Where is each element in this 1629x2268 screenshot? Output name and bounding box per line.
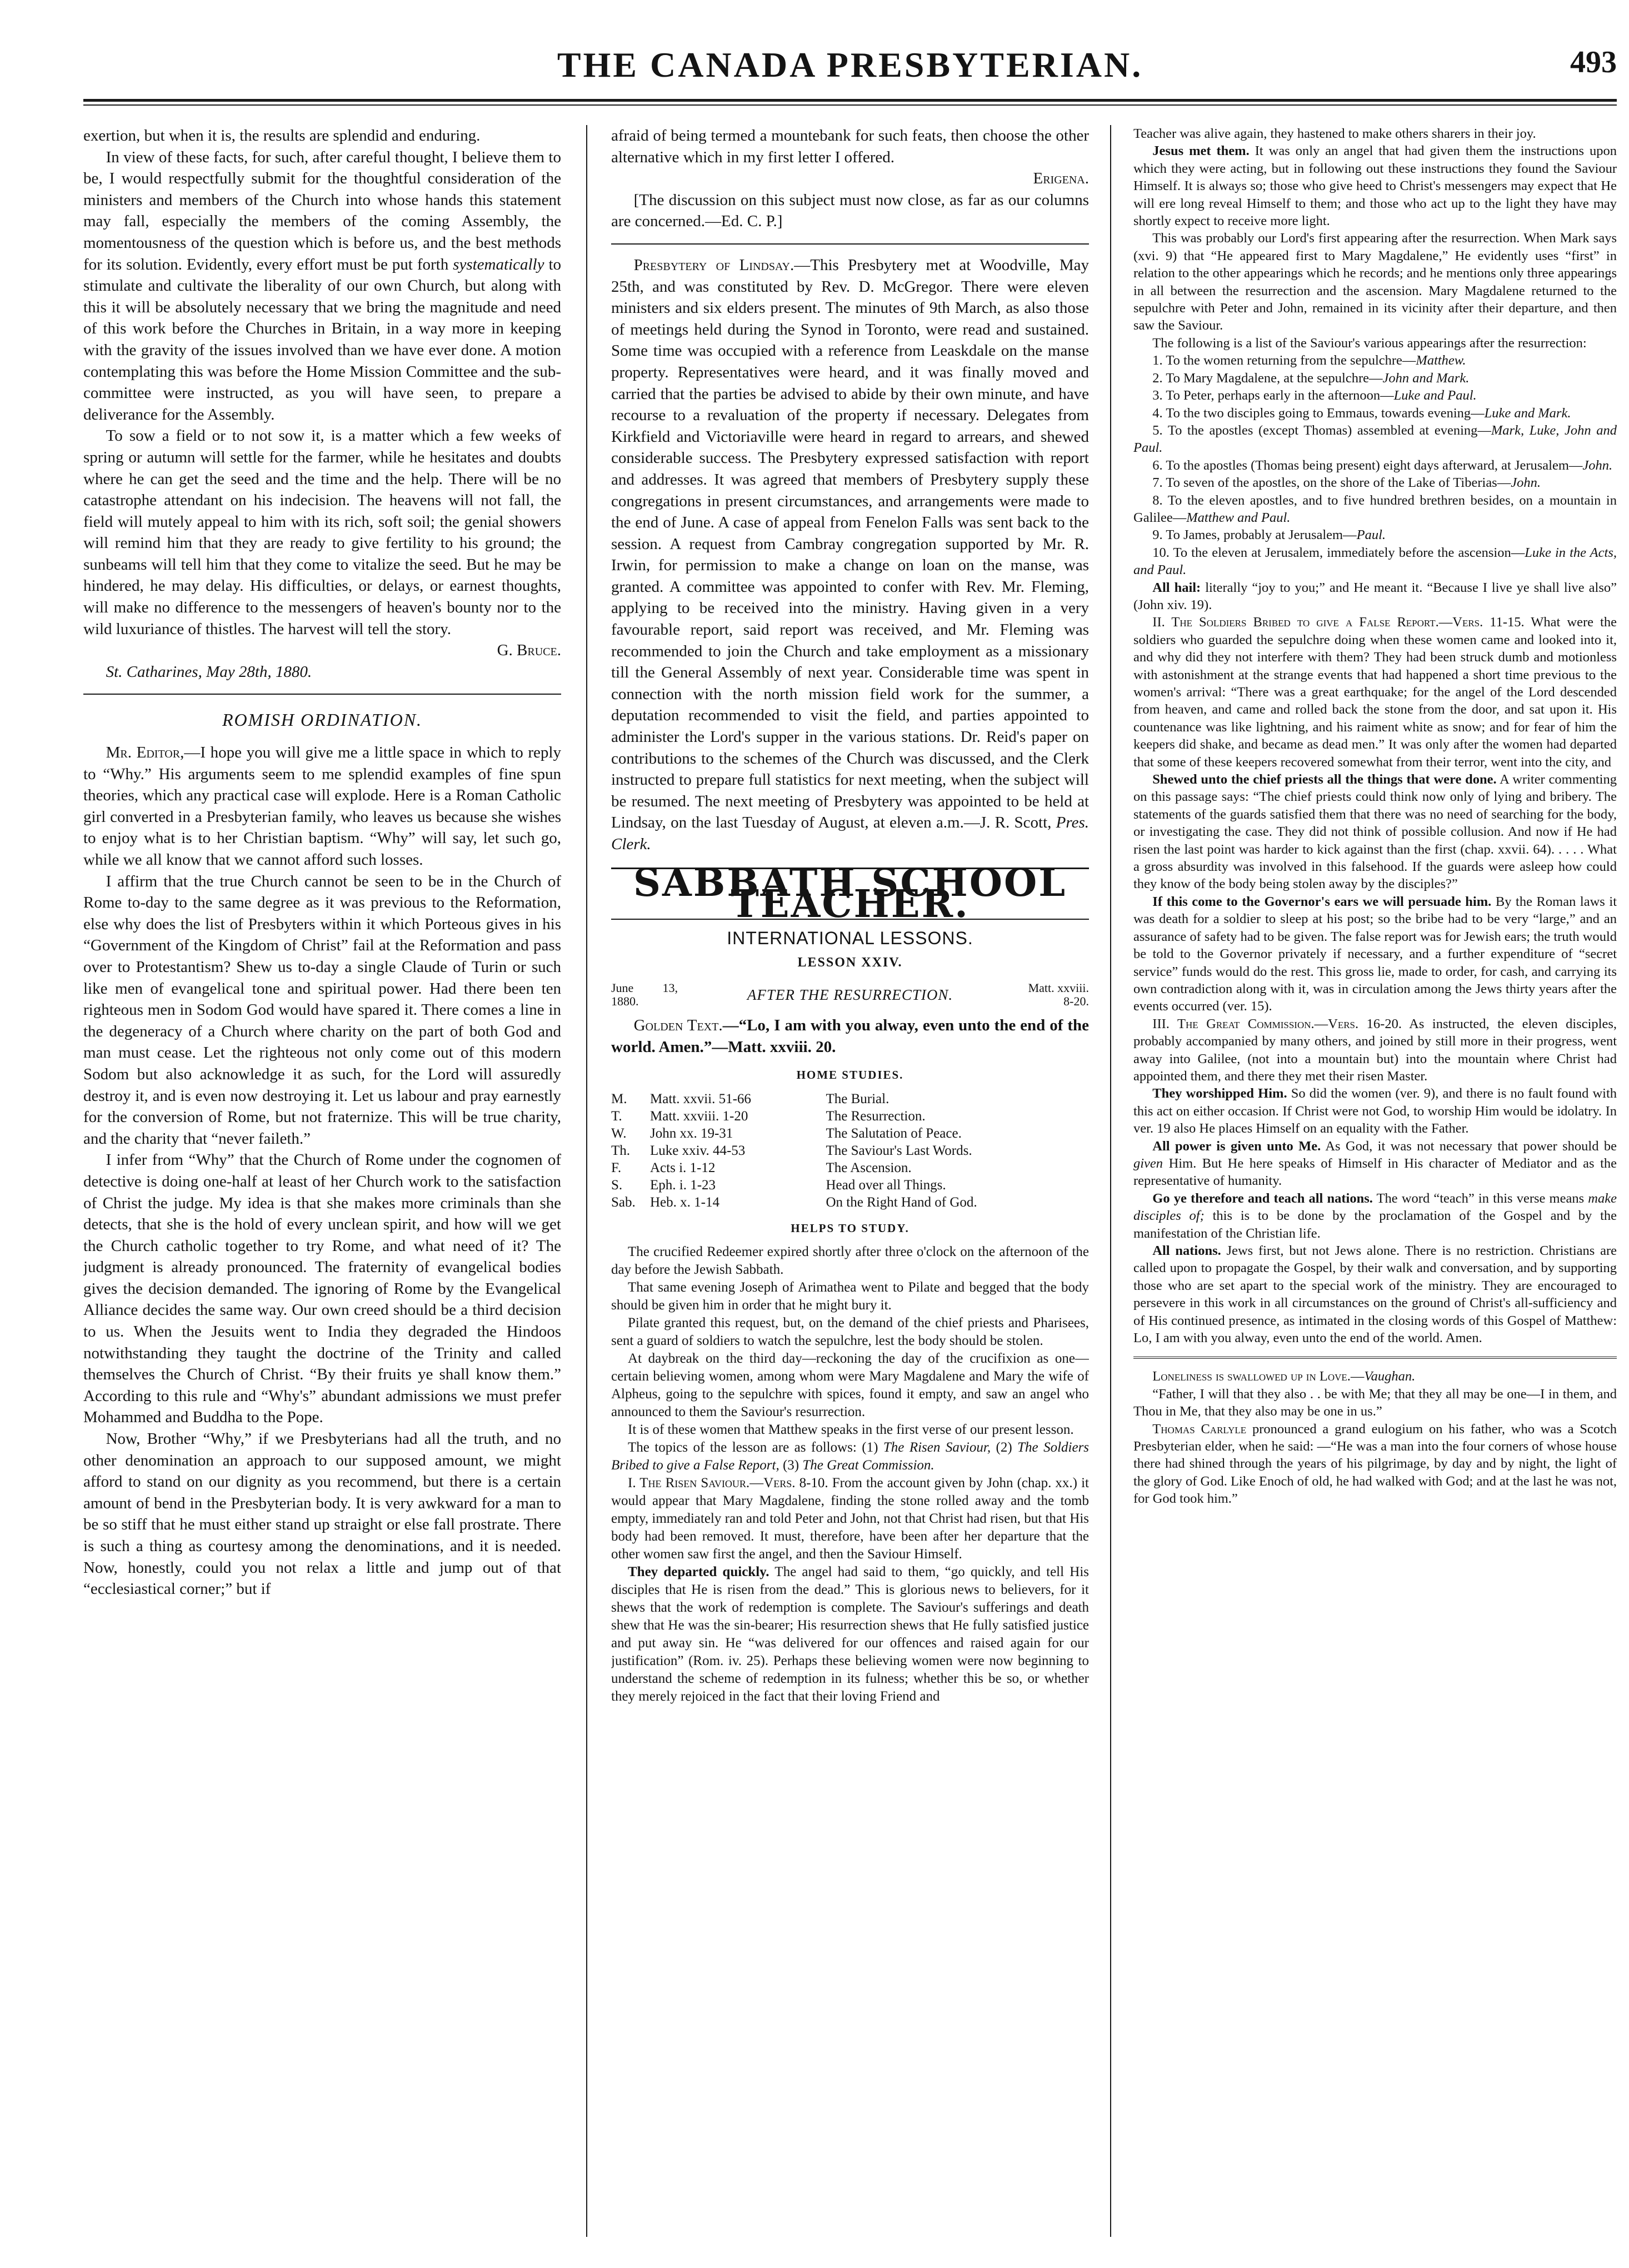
italic-run: The Great Commission. [802, 1458, 935, 1473]
day: Th. [611, 1143, 631, 1158]
item-number: 4. [1152, 405, 1163, 421]
section-subtitle: INTERNATIONAL LESSONS. [727, 928, 973, 948]
item-number: 6. [1152, 457, 1163, 473]
table-row [611, 1108, 1089, 1125]
lead-in: Jesus met them. [1152, 143, 1250, 159]
text-run: The word “teach” in this verse means [1376, 1190, 1585, 1206]
paragraph: I affirm that the true Church cannot be seen to be in the Church of Rome to-day to the same degree as it was previous to the Reformation, else why does the list of Presbyters within it which Porteous gives in his “Government of the Kingdom of Christ” fail at the Reformation and pass over to Protestantism? Shew us to-day a single Claude of Turin or such like men of evangelical tone and spiritual power. Had there been ten righteous men in Sodom God would have spared it. There comes a line in the degeneracy of a Church where charity on the part of both God and man must cease. Let the righteous not only come out of this modern Sodom but also acknowledge it as such, for the Lord will assuredly destroy it, and is even now destroying it. Let us labour and pray earnestly for the conversion of Rome, but not fraternize. This will be true charity, and the charity that “never faileth.” [83, 872, 561, 1148]
lesson-date: June 13, 1880. [611, 980, 678, 1008]
paragraph [1133, 771, 1617, 893]
text-run: As God, it was not necessary that power should be [1325, 1138, 1617, 1154]
paragraph [1133, 1420, 1617, 1508]
item-source: Luke in the Acts, and Paul. [1133, 545, 1617, 578]
list-item [1133, 370, 1617, 387]
paragraph: Teacher was alive again, they hastened to make others sharers in their joy. [1133, 126, 1536, 141]
lesson-title: AFTER THE RESURRECTION. [747, 986, 953, 1003]
list-item [1133, 474, 1617, 491]
text-run: Jews first, but not Jews alone. There is no restriction. Christians are called upon to propagate the Gospel, by their walk and conversation, and by supporting those who are set apart to the special work of the ministry. They are encouraged to persevere in this work in all circumstances on the ground of Christ's all-sufficiency and of His continued presence, as intimated in the closing words of this Gospel of Matthew: Lo, I am with you alway, even unto the end of the world. Amen. [1133, 1243, 1617, 1346]
day: W. [611, 1125, 627, 1141]
italic-run: make disciples of; [1133, 1190, 1617, 1224]
item-source: John. [1511, 475, 1541, 491]
journal-title: THE CANADA PRESBYTERIAN. [557, 45, 1143, 84]
paragraph [1133, 1138, 1617, 1190]
lead-in: I. The Risen Saviour.—Vers. 8-10. [628, 1476, 828, 1491]
header-rule [83, 99, 1617, 102]
editor-note: [The discussion on this subject must now close, as far as our columns are concerned.—Ed. C. P.] [611, 191, 1089, 231]
item-number: 9. [1152, 527, 1163, 543]
paragraph [1133, 893, 1617, 1015]
paragraph [611, 255, 1089, 855]
home-studies-table [611, 1090, 1089, 1211]
paragraph [1133, 142, 1617, 230]
topic: On the Right Hand of God. [826, 1194, 977, 1210]
masthead [83, 22, 1617, 106]
column-1 [83, 125, 561, 2242]
day: T. [611, 1108, 622, 1124]
paragraph: It is of these women that Matthew speaks in the first verse of our present lesson. [628, 1422, 1074, 1438]
salutation: Mr. Editor, [106, 744, 184, 762]
item-source: Luke and Paul. [1393, 388, 1477, 403]
paragraph: exertion, but when it is, the results are splendid and enduring. [83, 127, 481, 144]
item-text: To Mary Magdalene, at the sepulchre— [1166, 370, 1383, 386]
paragraph: At daybreak on the third day—reckoning the day of the crucifixion as one—certain believing women, among whom were Mary Magdalene and Mary the wife of Alpheus, going to the sepulchre with spices, found it empty, and saw an angel who announced to them the Saviour's resurrection. [611, 1351, 1089, 1420]
text-run: So did the women (ver. 9), and there is no fault found with this act on either occasion. If Christ were not God, to worship Him would be idolatry. In ver. 19 also He places Himself on an equality with the Father. [1133, 1086, 1617, 1137]
signature: Pres. Clerk. [611, 814, 1089, 853]
subheading: HOME STUDIES. [796, 1068, 904, 1082]
lesson-number: LESSON XXIV. [797, 955, 903, 970]
paragraph [83, 742, 561, 871]
italic-run: The Soldiers Bribed to give a False Report, [611, 1440, 1089, 1473]
item-text: To the apostles (Thomas being present) eight days afterward, at Jerusalem— [1166, 457, 1583, 473]
paragraph [611, 1439, 1089, 1474]
topic: The Ascension. [826, 1160, 912, 1175]
lead-in: Presbytery of Lindsay. [633, 256, 794, 274]
list-item [1133, 387, 1617, 404]
divider [1133, 1357, 1617, 1359]
reference: Matt. xxviii. 1-20 [650, 1108, 748, 1124]
lead-in: All power is given unto Me. [1152, 1138, 1321, 1154]
lead-in: They worshipped Him. [1152, 1086, 1287, 1101]
topic: Head over all Things. [826, 1177, 946, 1193]
text-run: to stimulate and cultivate the liberality of our own Church, but along with this it will be absolutely necessary that we bring the magnitude and need of this work before the Churches in Britain, in a way more in keeping with the gravity of the issues involved than we have ever done. A motion contemplating this was before the Home Mission Committee and the sub-committee were instructed, as you will have seen, to prepare a deliverance for the Assembly. [83, 255, 561, 423]
item-source: Mark, Luke, John and Paul. [1133, 422, 1617, 456]
section-banner [611, 860, 1089, 927]
item-number: 8. [1152, 492, 1163, 508]
text-run: In view of these facts, for such, after careful thought, I believe them to be, I would respectfully submit for the thoughtful consideration of the ministers and members of the Church into whose hands this statement may fall, especially the members of the coming Assembly, the momentousness of the question which is before us, and the best methods for its solution. Evidently, every effort must be put forth [83, 148, 561, 273]
item-text: To the apostles (except Thomas) assembled at evening— [1167, 422, 1491, 438]
topic: The Saviour's Last Words. [826, 1143, 972, 1158]
banner-title: SABBATH SCHOOL TEACHER. [633, 860, 1067, 927]
quotation: “Father, I will that they also . . be with Me; that they all may be one—I in them, and Thou in Me, that they also may be one in us.” [1133, 1386, 1617, 1419]
reference: Heb. x. 1-14 [650, 1194, 719, 1210]
text-run: —“Lo, I am with you alway, even unto the end of the world. Amen.”—Matt. xxviii. 20. [611, 1016, 1089, 1056]
paragraph [1133, 1190, 1617, 1242]
text-run: pronounced a grand eulogium on his father, who was a Scotch Presbyterian elder, when he said: —“He was a man into the four corners of whose house there had shined through the years of his pilgrimage, by day and by night, the light of the glory of God. Like Enoch of old, he had walked with God; and at the last he was not, for God took him.” [1133, 1421, 1617, 1507]
text-run: Loneliness is swallowed up in Love.— [1152, 1369, 1365, 1384]
item-number: 1. [1152, 353, 1163, 368]
column-rule-2 [1110, 125, 1111, 2237]
text-run: (3) [782, 1458, 799, 1473]
day: Sab. [611, 1194, 636, 1210]
paragraph [611, 1563, 1089, 1706]
item-source: John and Mark. [1382, 370, 1470, 386]
paragraph: The following is a list of the Saviour's various appearings after the resurrection: [1152, 335, 1587, 351]
reference: Eph. i. 1-23 [650, 1177, 716, 1193]
lead-in: All hail: [1152, 580, 1201, 595]
item-source: Matthew and Paul. [1186, 510, 1291, 525]
day: M. [611, 1091, 627, 1106]
paragraph [1133, 1242, 1617, 1347]
item-source: Luke and Mark. [1484, 405, 1571, 421]
page-number: 493 [1570, 45, 1617, 79]
list-item [1133, 492, 1617, 527]
reference: John xx. 19-31 [650, 1125, 733, 1141]
italic-run: The Risen Saviour, [883, 1440, 991, 1455]
item-text: To seven of the apostles, on the shore of the Lake of Tiberias— [1166, 475, 1511, 491]
table-row [611, 1194, 1089, 1211]
text-run: Him. But He here speaks of Himself in His character of Mediator and as the representative of humanity. [1133, 1155, 1617, 1189]
divider [611, 243, 1089, 245]
text-run: From the account given by John (chap. xx.) it would appear that Mary Magdalene, finding the stone rolled away and the tomb empty, immediately ran and told Peter and John, not that Christ had risen, but that His body had been removed. It must, therefore, have been after her departure that the other women saw first the angel, and then the Saviour Himself. [611, 1476, 1089, 1562]
signature: G. Bruce. [497, 641, 561, 660]
paragraph [1133, 579, 1617, 614]
lesson-reference: Matt. xxviii. 8-20. [1028, 980, 1089, 1008]
lead-in: All nations. [1152, 1243, 1221, 1258]
paragraph: That same evening Joseph of Arimathea went to Pilate and begged that the body should be given him in order that he might bury it. [611, 1280, 1089, 1313]
item-number: 7. [1152, 475, 1163, 491]
item-text: To the women returning from the sepulchre— [1166, 353, 1416, 368]
text-run: A writer commenting on this passage says: “The chief priests could think now only of lying and bribery. The statements of the guards satisfied them that there was no need of searching for the body, or investigating the case. They did not think of possible collusion. And now if He had risen the last point was harder to kick against than the first (chap. xxvii. 64). . . . . What a gross absurdity was involved in this falsehood. If the guards were asleep how could they know of the body being stolen away by the disciples?” [1133, 772, 1617, 892]
text-run: It was only an angel that had given them the instructions upon which they were acting, but in following out these instructions they found the Saviour Himself. It is always so; those who give heed to Christ's messengers may expect that He will ere long reveal Himself to them; and those who act up to the light they have may shortly expect to receive more light. [1133, 143, 1617, 229]
day: F. [611, 1160, 622, 1175]
table-row [611, 1125, 1089, 1142]
paragraph: To sow a field or to not sow it, is a matter which a few weeks of spring or autumn will settle for the farmer, while he hesitates and doubts where he can get the seed and the time and the help. There will be no catastrophe attendant on his indecision. The heavens will not fall, the field will mutely appeal to him with its rich, soft soil; the genial showers will remind him that they are ready to give fertility to his ground; the sunbeams will tell him that they come to vitalize the seed. But he may be hindered, he may delay. His difficulties, or delays, or earnest thoughts, will make no difference to the messengers of heaven's bounty nor to the wild luxuriance of thistles. The harvest will tell the story. [83, 427, 561, 638]
text-run: this is to be done by the proclamation of the Gospel and by the manifestation of the Christian life. [1133, 1208, 1617, 1241]
item-text: To James, probably at Jerusalem— [1166, 527, 1357, 543]
text-run: The topics of the lesson are as follows: (1) [628, 1440, 878, 1455]
lead-in: Golden Text. [633, 1016, 723, 1034]
paragraph: This was probably our Lord's first appearing after the resurrection. When Mark says (xvi. 9) that “He appeared first to Mary Magdalene,” He evidently uses “first” in relation to the other appearings which he records; and he mentions only three appearings in all between the resurrection and the ascension. Mary Magdalene returned to the sepulchre with Peter and John, remained in its vicinity after their departure, and then saw the Saviour. [1133, 231, 1617, 333]
text-run: (2) [996, 1440, 1012, 1455]
paragraph: The crucified Redeemer expired shortly after three o'clock on the afternoon of the day before the Jewish Sabbath. [611, 1244, 1089, 1278]
item-text: To the eleven apostles, and to five hundred brethren besides, on a mountain in Galilee— [1133, 492, 1617, 525]
paragraph [611, 1474, 1089, 1563]
list-item [1133, 526, 1617, 544]
divider [83, 694, 561, 695]
item-number: 3. [1152, 388, 1163, 403]
topic: The Burial. [826, 1091, 890, 1106]
column-3 [1133, 125, 1617, 2242]
item-text: To the two disciples going to Emmaus, towards evening— [1166, 405, 1485, 421]
item-text: To Peter, perhaps early in the afternoon— [1166, 388, 1394, 403]
quotation [1133, 1368, 1617, 1385]
item-source: Paul. [1356, 527, 1386, 543]
paragraph [83, 147, 561, 426]
paragraph [1133, 1015, 1617, 1085]
text-run: —This Presbytery met at Woodville, May 25th, and was constituted by Rev. D. McGregor. There were eleven ministers and six elders present. The minutes of 9th March, as also those of meetings held during the Synod in Toronto, were read and sustained. Some time was occupied with a reference from Leaskdale on the manse property. Representatives were heard, and it was finally moved and carried that the parties be advised to abide by their own minute, and have recourse to a revaluation of the property if necessary. Delegates from Kirkfield and Victoriaville were heard in regard to arrears, and shewed considerable success. The Presbytery expressed satisfaction with report and addresses. It was agreed that members of Presbytery supply these congregations in present circumstances, and arrangements were made to the end of June. A case of appeal from Fenelon Falls was sent back to the session. A request from Cambray congregation supported by Mr. R. Irwin, for permission to make a change on loan on the manse, was granted. A committee was appointed to confer with Rev. Mr. Fleming, applying to be received into the ministry. Having given in a very favourable report, said report was received, and Mr. Fleming was recommended to join the Church and take employment as a missionary till the General Assembly of next year. Considerable time was spent in connection with the north mission field work for the summer, a deputation recommended to visit the field, and parties appointed to administer the Lord's supper in the various stations. Dr. Reid's paper on contributions to the schemes of the Church was discussed, and the Clerk instructed to prepare full statistics for next meeting, when the subject will be resumed. The next meeting of Presbytery was appointed to be held at Lindsay, on the last Tuesday of August, at eleven a.m.—J. R. Scott, [611, 256, 1089, 832]
paragraph: afraid of being termed a mountebank for such feats, then choose the other alternative which in my first letter I offered. [611, 127, 1089, 166]
column-rule-1 [586, 125, 587, 2237]
table-row [611, 1177, 1089, 1194]
item-number: 5. [1152, 422, 1163, 438]
article-heading: ROMISH ORDINATION. [222, 710, 423, 730]
reference: Acts i. 1-12 [650, 1160, 716, 1175]
paragraph [1133, 614, 1617, 771]
paragraph: Now, Brother “Why,” if we Presbyterians had all the truth, and no other denomination an approach to our supposed amount, we might afford to stand on our dignity as you recommend, but there is a certain amount of bend in the Presbyterian body. It is very awkward for a man to be so stiff that he must either stand up straight or else fall prostrate. There is such a thing as courtesy among the denominations, and it is needed. Now, honestly, could you not relax a little and jump out of that “ecclesiastical corner;” but if [83, 1430, 561, 1598]
topic: The Salutation of Peace. [826, 1125, 962, 1141]
topic: The Resurrection. [826, 1108, 926, 1124]
item-text: To the eleven at Jerusalem, immediately before the ascension— [1173, 545, 1525, 560]
item-source: John. [1582, 457, 1613, 473]
lead-in: III. The Great Commission.—Vers. 16-20. [1152, 1016, 1402, 1031]
lead-in: II. The Soldiers Bribed to give a False Report.—Vers. 11-15. [1152, 615, 1525, 630]
text-run: —I hope you will give me a little space in which to reply to “Why.” His arguments seem to me splendid examples of fine spun theories, which any practical case will explode. Here is a Roman Catholic girl converted in a Presbyterian family, who leaves us because she wishes to enjoy what is to her Christian baptism. “Why” will say, let such go, while we all know that we cannot afford such losses. [83, 744, 561, 869]
newspaper-page [83, 22, 1617, 2256]
subheading: HELPS TO STUDY. [791, 1221, 910, 1235]
table-row [611, 1159, 1089, 1177]
text-run: The angel had said to them, “go quickly, and tell His disciples that He is risen from the dead.” This is glorious news to believers, for it shews that the work of redemption is complete. The Saviour's sufferings and death shew that He was the sin-bearer; His resurrection shews that He fully satisfied justice and put away sin. He “was delivered for our offences and raised again for our justification” (Rom. iv. 25). Perhaps these believing women were now beginning to understand the scheme of redemption in its fulness; whether this be so, or whether they merely rejoiced in the fact that their loving Friend and [611, 1564, 1089, 1704]
day: S. [611, 1177, 623, 1193]
header-rule-thin [83, 104, 1617, 106]
italic-run: given [1133, 1155, 1163, 1171]
lead-in: Thomas Carlyle [1152, 1421, 1247, 1437]
helps-to-study [611, 1243, 1089, 1706]
text-run: By the Roman laws it was death for a soldier to sleep at his post; so the bribe had to be very “large,” and an assurance of safety had to be given. The false report was for Jewish ears; the truth would be told to the Governor privately if necessary, and a further expenditure of “secret service” funds would do the rest. This gross lie, made to order, for cash, and carrying its own contradiction along with it, was in circulation among the Jews thirty years after the events occurred (ver. 15). [1133, 894, 1617, 1014]
item-source: Matthew. [1416, 353, 1466, 368]
list-item [1133, 544, 1617, 579]
lead-in: If this come to the Governor's ears we will persuade him. [1152, 894, 1492, 909]
quote-source: Vaughan. [1364, 1369, 1416, 1384]
list-item [1133, 457, 1617, 474]
item-number: 2. [1152, 370, 1163, 386]
signature: Erigena. [1033, 170, 1089, 188]
list-item [1133, 352, 1617, 369]
reference: Matt. xxvii. 51-66 [650, 1091, 751, 1106]
reference: Luke xxiv. 44-53 [650, 1143, 746, 1158]
golden-text [611, 1015, 1089, 1058]
paragraph [1133, 1085, 1617, 1137]
text-run: As instructed, the eleven disciples, probably accompanied by many others, and joined by still more in their progress, went away into Galilee, (not into a mountain but) into the mountain where Christ had appointed them, and there they met their risen Master. [1133, 1016, 1617, 1084]
text-run: What were the soldiers who guarded the sepulchre doing when these women came and looked into it, and why did they not interfere with them? They had been struck dumb and motionless with astonishment at the strange events that had happened a short time previous to the women's arrival: “There was a great earthquake; for the angel of the Lord descended from heaven, and came and rolled back the stone from the door, and sat upon it. His countenance was like lightning, and his raiment white as snow; and for fear of him the keepers did shake, and became as dead men.” It was only after the women had departed that some of these keepers recovered somewhat from their terror, went into the city, and [1133, 615, 1617, 770]
table-row [611, 1142, 1089, 1159]
paragraph: I infer from “Why” that the Church of Rome under the cognomen of detective is doing one-half at least of her Church work to the satisfaction of Christ the judge. My idea is that she makes more criminals than she detects, that she is the hold of every unclean spirit, and how will we get the Church catholic together to try Rome, and what need of it? The judgment is already pronounced. The fraternity of evangelical bodies gives the decision demanded. The ignoring of Rome by the Evangelical Alliance decides the same way. Our own creed should be a third decision to us. When the Jesuits went to India they degraded the Hindoos notwithstanding they taught the doctrine of the Trinity and called themselves the Church of Christ. “By their fruits ye shall know them.” According to this rule and “Why's” abundant admissions we must prefer Mohammed and Buddha to the Pope. [83, 1151, 561, 1427]
lesson-line [611, 981, 1089, 1008]
list-item [1133, 422, 1617, 457]
lead-in: Go ye therefore and teach all nations. [1152, 1190, 1373, 1206]
table-row [611, 1090, 1089, 1108]
paragraph: Pilate granted this request, but, on the demand of the chief priests and Pharisees, sent a guard of soldiers to watch the sepulchre, lest the body should be stolen. [611, 1315, 1089, 1349]
lead-in: Shewed unto the chief priests all the things that were done. [1152, 772, 1497, 787]
column-2 [611, 125, 1089, 2242]
lead-in: They departed quickly. [628, 1564, 769, 1580]
dateline: St. Catharines, May 28th, 1880. [106, 662, 312, 681]
italic-run: systematically [453, 255, 544, 273]
item-number: 10. [1152, 545, 1170, 560]
text-run: literally “joy to you;” and He meant it. “Because I live ye shall live also” (John xiv. 19). [1133, 580, 1617, 612]
list-item [1133, 405, 1617, 422]
